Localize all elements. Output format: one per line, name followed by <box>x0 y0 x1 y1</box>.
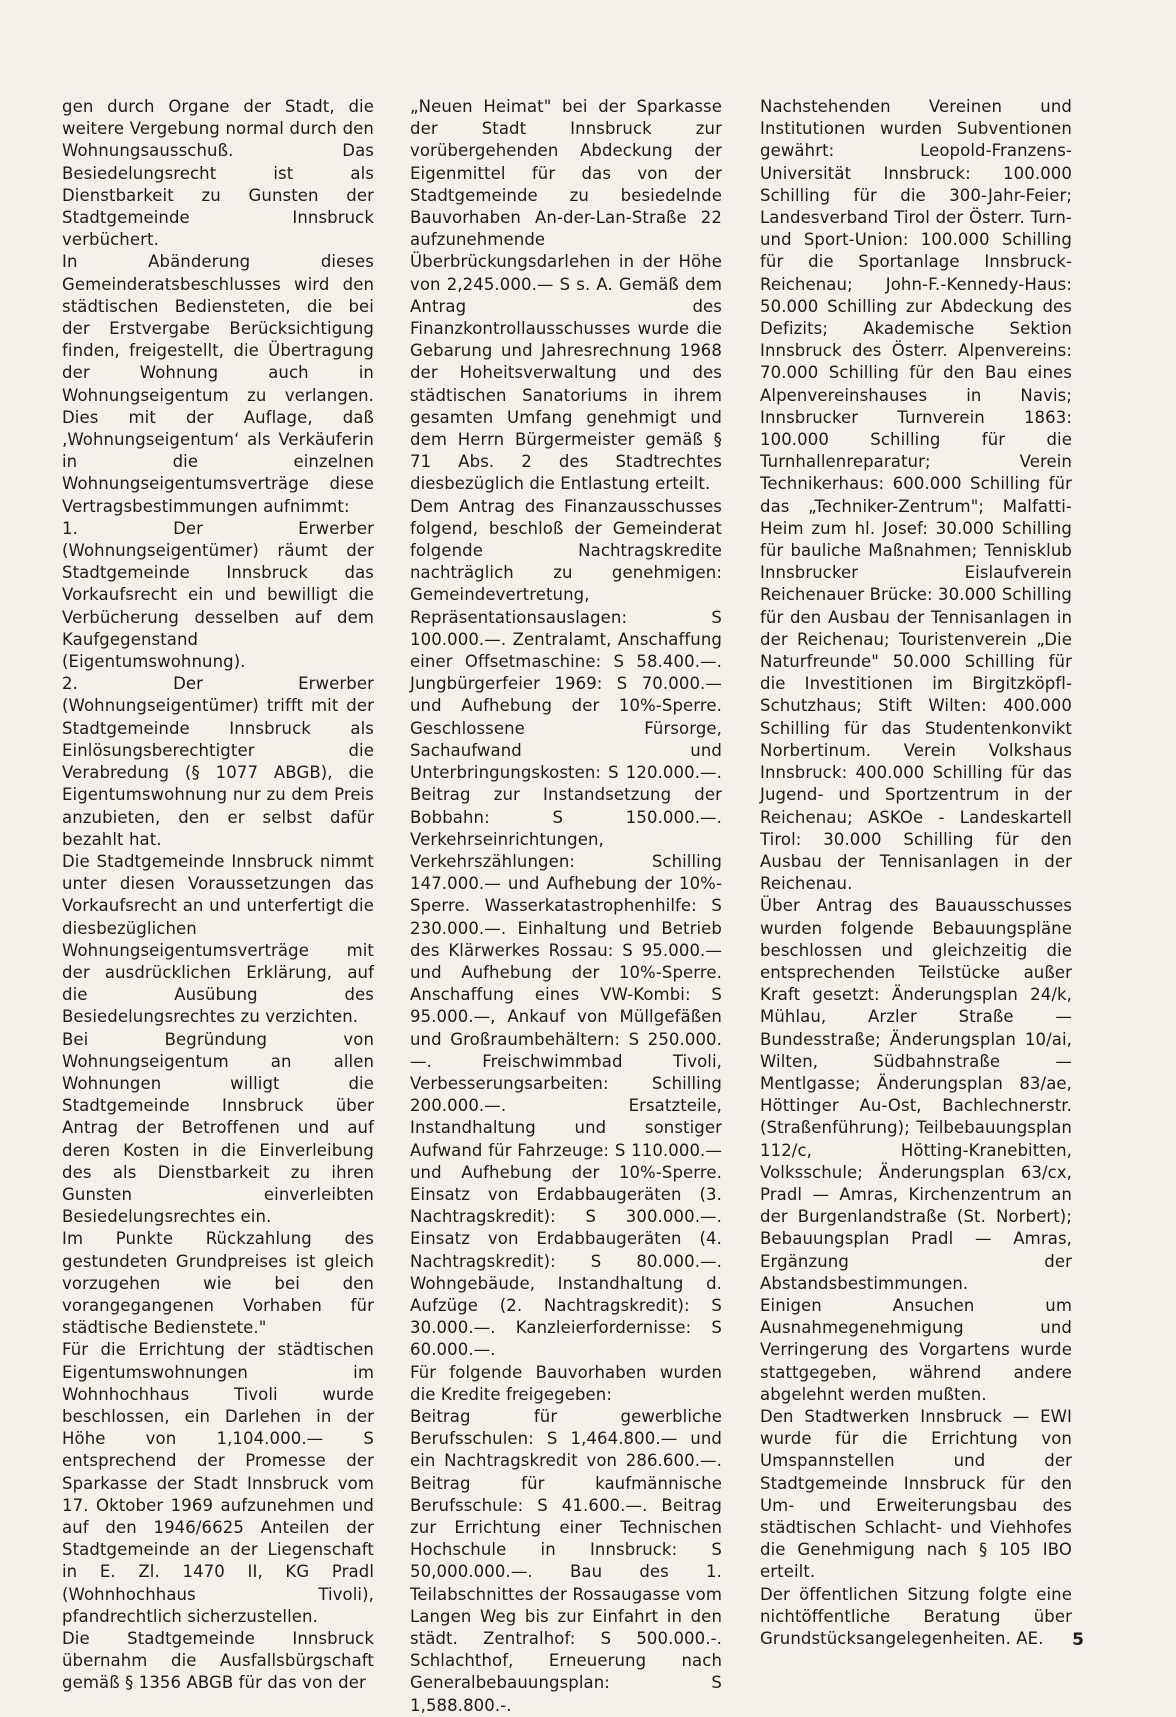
paragraph: Beitrag für gewerbliche Berufsschulen: S 1,464.800.— und ein Nachtragskredit von 286.600.—. Beitrag für kaufmännische Berufsschule: S 41.600.—. Beitrag zur Errichtung einer Technischen Hochschule in Innsbruck: S 50,000.000.—. Bau des 1. Teilabschnittes der Rossaugasse vom Langen Weg bis zur Einfahrt in den städt. Zentralhof: S 500.000.-. Schlachthof, Erneuerung nach Generalbebauungsplan: S 1,588.800.-. <box>410 1406 722 1715</box>
paragraph: Für die Errichtung der städtischen Eigentumswohnungen im Wohnhochhaus Tivoli wurde beschlossen, ein Darlehen in der Höhe von 1,104.000.— S entsprechend der Promesse der Sparkasse der Stadt Innsbruck vom 17. Oktober 1969 aufzunehmen und auf den 1946/6625 Anteilen der Stadtgemeinde an der Liegenschaft in E. Zl. 1470 II, KG Pradl (Wohnhochhaus Tivoli), pfandrechtlich sicherzustellen. <box>62 1340 374 1626</box>
text-column-left <box>62 96 374 1695</box>
paragraph: Den Stadtwerken Innsbruck — EWI wurde für die Errichtung von Umspannstellen und der Stadtgemeinde Innsbruck für den Um- und Erweiterungsbau des städtischen Schlacht- und Viehhofes die Genehmigung nach § 105 IBO erteilt. <box>760 1406 1072 1582</box>
paragraph: 1. Der Erwerber (Wohnungseigentümer) räumt der Stadtgemeinde Innsbruck das Vorkaufsrecht ein und bewilligt die Verbücherung desselben auf dem Kaufgegenstand (Eigentumswohnung). <box>62 518 374 672</box>
paragraph: Im Punkte Rückzahlung des gestundeten Grundpreises ist gleich vorzugehen wie bei den vorangegangenen Vorhaben für städtische Bedienstete." <box>62 1229 374 1338</box>
paragraph: „Neuen Heimat" bei der Sparkasse der Stadt Innsbruck zur vorübergehenden Abdeckung der Eigenmittel für das von der Stadtgemeinde zu besiedelnde Bauvorhaben An-der-Lan-Straße 22 aufzunehmende Überbrückungsdarlehen in der Höhe von 2,245.000.— S s. A. Gemäß dem Antrag des Finanzkontrollausschusses wurde die Gebarung und Jahresrechnung 1968 der Hoheitsverwaltung und des städtischen Sanatoriums in ihrem gesamten Umfang genehmigt und dem Herrn Bürgermeister gemäß § 71 Abs. 2 des Stadtrechtes diesbezüglich die Entlastung erteilt. <box>410 97 722 494</box>
text-column-right <box>760 96 1072 1650</box>
text-column-middle <box>410 96 722 1717</box>
paragraph: Einigen Ansuchen um Ausnahmegenehmigung und Verringerung des Vorgartens wurde stattgegeben, während andere abgelehnt werden mußten. <box>760 1295 1072 1404</box>
paragraph: Über Antrag des Bauausschusses wurden folgende Bebauungspläne beschlossen und gleichzeitig die entsprechenden Teilstücke außer Kraft gesetzt: Änderungsplan 24/k, Mühlau, Arzler Straße — Bundesstraße; Änderungsplan 10/ai, Wilten, Südbahnstraße — Mentlgasse; Änderungsplan 83/ae, Höttinger Au-Ost, Bachlechnerstr. (Straßenführung); Teilbebauungsplan 112/c, Hötting-Kranebitten, Volksschule; Änderungsplan 63/cx, Pradl — Amras, Kirchenzentrum an der Burgenlandstraße (St. Norbert); Bebauungsplan Pradl — Amras, Ergänzung der Abstandsbestimmungen. <box>760 896 1072 1293</box>
paragraph: Der öffentlichen Sitzung folgte eine nichtöffentliche Beratung über Grundstücksangelegenheiten. AE. <box>760 1584 1072 1649</box>
paragraph: Die Stadtgemeinde Innsbruck übernahm die Ausfallsbürgschaft gemäß § 1356 ABGB für das von der <box>62 1629 374 1693</box>
page-number: 5 <box>1072 1630 1084 1650</box>
paragraph: In Abänderung dieses Gemeinderatsbeschlusses wird den städtischen Bediensteten, die bei der Erstvergabe Berücksichtigung finden, freigestellt, die Übertragung der Wohnung auch in Wohnungseigentum zu verlangen. Dies mit der Auflage, daß ‚Wohnungseigentum‘ als Verkäuferin in die einzelnen Wohnungseigentumsverträge diese Vertragsbestimmungen aufnimmt: <box>62 252 374 516</box>
paragraph: Bei Begründung von Wohnungseigentum an allen Wohnungen willigt die Stadtgemeinde Innsbruck über Antrag der Betroffenen und auf deren Kosten in die Einverleibung des als Dienstbarkeit zu ihren Gunsten einverleibten Besiedelungsrechtes ein. <box>62 1029 374 1227</box>
paragraph: 2. Der Erwerber (Wohnungseigentümer) trifft mit der Stadtgemeinde Innsbruck als Einlösungsberechtigter die Verabredung (§ 1077 ABGB), die Eigentumswohnung nur zu dem Preis anzubieten, den er selbst dafür bezahlt hat. <box>62 674 374 849</box>
paragraph: gen durch Organe der Stadt, die weitere Vergebung normal durch den Wohnungsausschuß. Das Besiedelungsrecht ist als Dienstbarkeit zu Gunsten der Stadtgemeinde Innsbruck verbüchert. <box>62 97 374 250</box>
paragraph: Dem Antrag des Finanzausschusses folgend, beschloß der Gemeinderat folgende Nachtragskredite nachträglich zu genehmigen: Gemeindevertretung, Repräsentationsauslagen: S 100.000.—. Zentralamt, Anschaffung einer Offsetmaschine: S 58.400.—. Jungbürgerfeier 1969: S 70.000.— und Aufhebung der 10%-Sperre. Geschlossene Fürsorge, Sachaufwand und Unterbringungskosten: S 120.000.—. Beitrag zur Instandsetzung der Bobbahn: S 150.000.—. Verkehrseinrichtungen, Verkehrszählungen: Schilling 147.000.— und Aufhebung der 10%-Sperre. Wasserkatastrophenhilfe: S 230.000.—. Einhaltung und Betrieb des Klärwerkes Rossau: S 95.000.— und Aufhebung der 10%-Sperre. Anschaffung eines VW-Kombi: S 95.000.—, Ankauf von Müllgefäßen und Großraumbehältern: S 250.000.—. Freischwimmbad Tivoli, Verbesserungsarbeiten: Schilling 200.000.—. Ersatzteile, Instandhaltung und sonstiger Aufwand für Fahrzeuge: S 110.000.— und Aufhebung der 10%-Sperre. Einsatz von Erdabbaugeräten (3. Nachtragskredit): S 300.000.—. Einsatz von Erdabbaugeräten (4. Nachtragskredit): S 80.000.—. Wohngebäude, Instandhaltung d. Aufzüge (2. Nachtragskredit): S 30.000.—. Kanzleierfordernisse: S 60.000.—. <box>410 496 722 1360</box>
paragraph: Nachstehenden Vereinen und Institutionen wurden Subventionen gewährt: Leopold-Franzens-Universität Innsbruck: 100.000 Schilling für die 300-Jahr-Feier; Landesverband Tirol der Österr. Turn- und Sport-Union: 100.000 Schilling für die Sportanlage Innsbruck-Reichenau; John-F.-Kennedy-Haus: 50.000 Schilling zur Abdeckung des Defizits; Akademische Sektion Innsbruck des Österr. Alpenvereins: 70.000 Schilling für den Bau eines Alpenvereinshauses in Navis; Innsbrucker Turnverein 1863: 100.000 Schilling für die Turnhallenreparatur; Verein Technikerhaus: 600.000 Schilling für das „Techniker-Zentrum"; Malfatti-Heim zum hl. Josef: 30.000 Schilling für bauliche Maßnahmen; Tennisklub Innsbrucker Eislaufverein Reichenauer Brücke: 30.000 Schilling für den Ausbau der Tennisanlagen in der Reichenau; Touristenverein „Die Naturfreunde" 50.000 Schilling für die Investitionen im Birgitzköpfl-Schutzhaus; Stift Wilten: 400.000 Schilling für das Studentenkonvikt Norbertinum. Verein Volkshaus Innsbruck: 400.000 Schilling für das Jugend- und Sportzentrum in der Reichenau; ASKOe - Landeskartell Tirol: 30.000 Schilling für den Ausbau der Tennisanlagen in der Reichenau. <box>760 97 1072 894</box>
paragraph: Für folgende Bauvorhaben wurden die Kredite freigegeben: <box>410 1362 722 1404</box>
paragraph: Die Stadtgemeinde Innsbruck nimmt unter diesen Voraussetzungen das Vorkaufsrecht an und unterfertigt die diesbezüglichen Wohnungseigentumsverträge mit der ausdrücklichen Erklärung, auf die Ausübung des Besiedelungsrechtes zu verzichten. <box>62 851 374 1027</box>
